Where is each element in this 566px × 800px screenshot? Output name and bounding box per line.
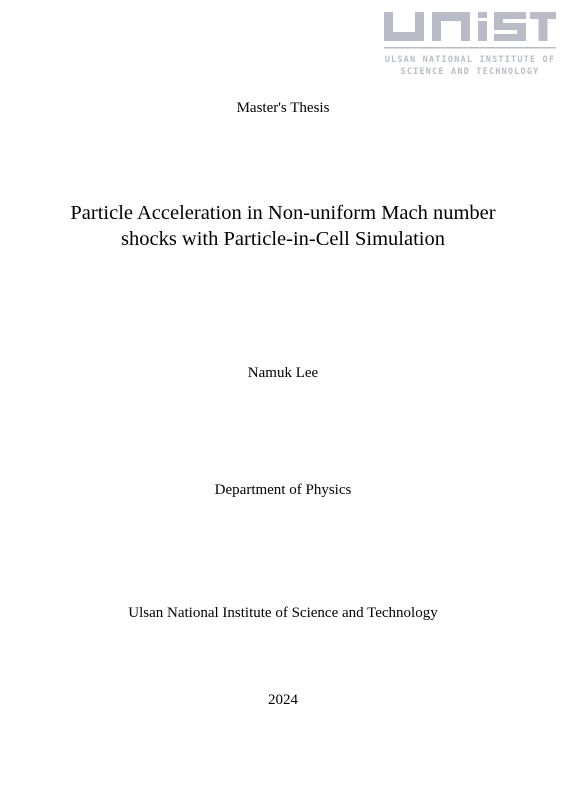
thesis-title-line2: shocks with Particle-in-Cell Simulation	[121, 228, 445, 250]
logo-institute-name-line2: SCIENCE AND TECHNOLOGY	[400, 67, 540, 77]
institution-name: Ulsan National Institute of Science and Technology	[128, 605, 438, 621]
publication-year: 2024	[268, 692, 298, 708]
department-name: Department of Physics	[214, 482, 352, 498]
unist-logo	[382, 10, 558, 80]
unist-wordmark-icon	[382, 10, 558, 52]
logo-institute-name-line1: ULSAN NATIONAL INSTITUTE OF	[384, 55, 556, 65]
thesis-title	[0, 200, 566, 252]
author-name: Namuk Lee	[247, 365, 319, 381]
document-type: Master's Thesis	[236, 100, 330, 116]
thesis-title-line1: Particle Acceleration in Non-uniform Mach number	[70, 202, 496, 224]
